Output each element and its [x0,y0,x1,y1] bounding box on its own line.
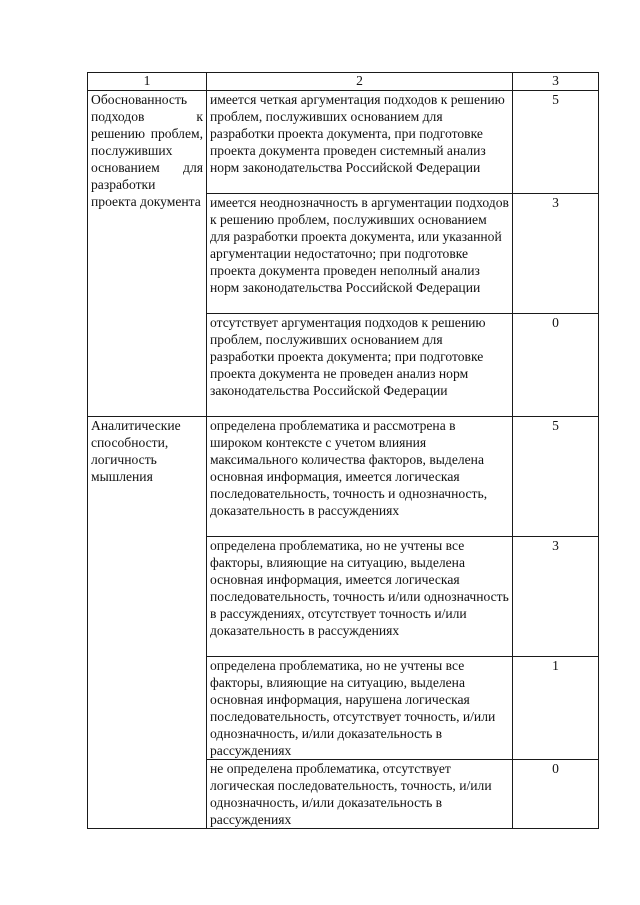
level-score: 0 [513,760,599,829]
table-header-row [88,73,599,91]
table-row [88,91,599,194]
table-row [88,417,599,537]
level-score: 3 [513,537,599,657]
criterion-cell-analytical: Аналитические способности, логичность мышления [88,417,207,829]
level-score: 3 [513,194,599,314]
level-description: определена проблематика и рассмотрена в широком контексте с учетом влияния максимального количества факторов, выделена основная информация, имеется логическая последовательность, точность и однозначность, доказательность в рассуждениях [207,417,513,537]
column-number-3: 3 [513,73,599,91]
evaluation-criteria-table [87,72,599,829]
criterion-cell-justification: Обоснованность подходов к решению проблем, послуживших основанием для разработки проекта документа [88,91,207,417]
level-description: отсутствует аргументация подходов к решению проблем, послуживших основанием для разработки проекта документа; при подготовке проекта документа не проведен анализ норм законодательства Российской Федерации [207,314,513,417]
level-score: 0 [513,314,599,417]
column-number-2: 2 [207,73,513,91]
level-score: 5 [513,417,599,537]
level-description: имеется четкая аргументация подходов к решению проблем, послуживших основанием для разработки проекта документа, при подготовке проекта документа проведен системный анализ норм законодательства Российской Федерации [207,91,513,194]
level-description: определена проблематика, но не учтены все факторы, влияющие на ситуацию, выделена основная информация, имеется логическая последовательность, точность и/или однозначность в рассуждениях, отсутствует точность и/или доказательность в рассуждениях [207,537,513,657]
level-score: 5 [513,91,599,194]
level-description: не определена проблематика, отсутствует логическая последовательность, точность, и/или однозначность, и/или доказательность в рассуждениях [207,760,513,829]
level-score: 1 [513,657,599,760]
level-description: имеется неоднозначность в аргументации подходов к решению проблем, послуживших основанием для разработки проекта документа, или указанной аргументации недостаточно; при подготовке проекта документа проведен неполный анализ норм законодательства Российской Федерации [207,194,513,314]
level-description: определена проблематика, но не учтены все факторы, влияющие на ситуацию, выделена основная информация, нарушена логическая последовательность, отсутствует точность, и/или однозначность, и/или доказательность в рассуждениях [207,657,513,760]
column-number-1: 1 [88,73,207,91]
